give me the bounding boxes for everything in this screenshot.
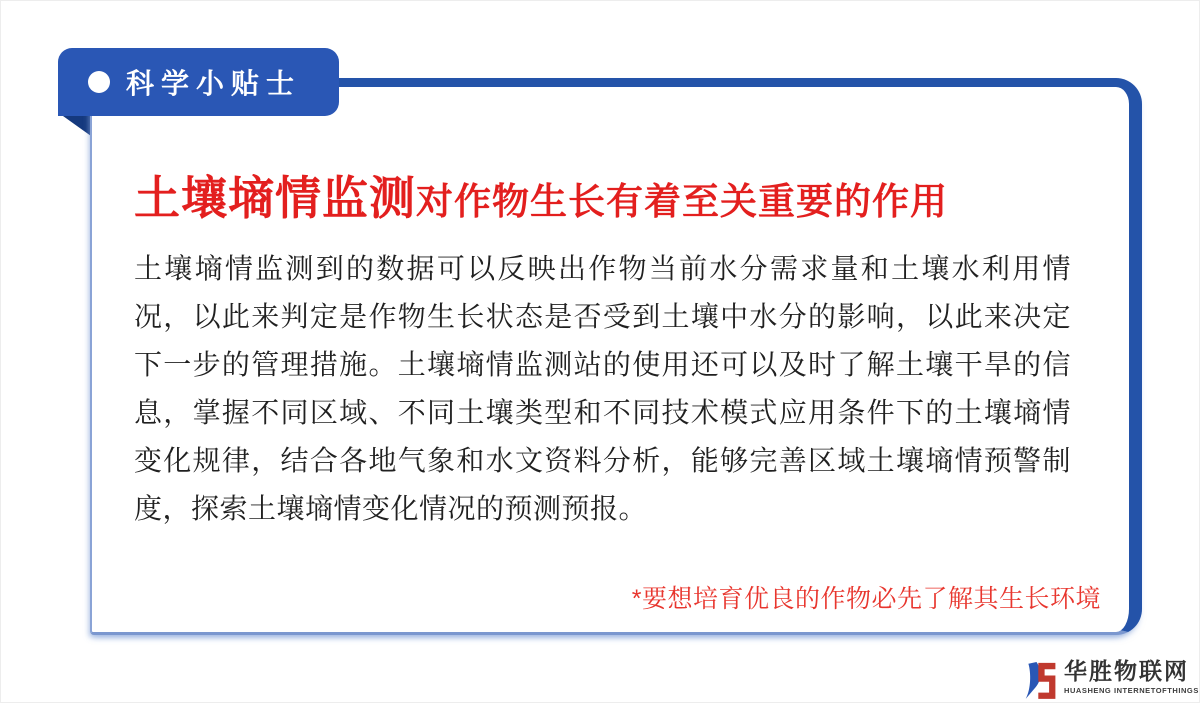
ribbon-tab bbox=[58, 48, 339, 116]
bullet-circle-icon bbox=[88, 71, 110, 93]
hs-monogram-icon bbox=[1023, 657, 1059, 703]
card-title bbox=[134, 162, 948, 228]
brand-names bbox=[1064, 657, 1199, 695]
brand-logo bbox=[1023, 657, 1199, 703]
body-paragraph: 土壤墒情监测到的数据可以反映出作物当前水分需求量和土壤水利用情况，以此来判定是作物生长状态是否受到土壤中水分的影响，以此来决定下一步的管理措施。土壤墒情监测站的使用还可以及时了解土壤干旱的信息，掌握不同区域、不同土壤类型和不同技术模式应用条件下的土壤墒情变化规律，结合各地气象和水文资料分析，能够完善区域土壤墒情预警制度，探索土壤墒情变化情况的预测预报。 bbox=[134, 253, 1071, 524]
footnote: *要想培育优良的作物必先了解其生长环境 bbox=[631, 585, 1101, 613]
ribbon-fold bbox=[63, 116, 91, 136]
card-title-rest: 对作物生长有着至关重要的作用 bbox=[416, 181, 948, 222]
brand-name-en: HUASHENG INTERNETOFTHINGS bbox=[1064, 686, 1199, 695]
brand-name-cn: 华胜物联网 bbox=[1064, 658, 1189, 684]
card-title-highlight: 土壤墒情监测 bbox=[134, 172, 416, 224]
ribbon-tab-label: 科学小贴士 bbox=[126, 68, 302, 99]
